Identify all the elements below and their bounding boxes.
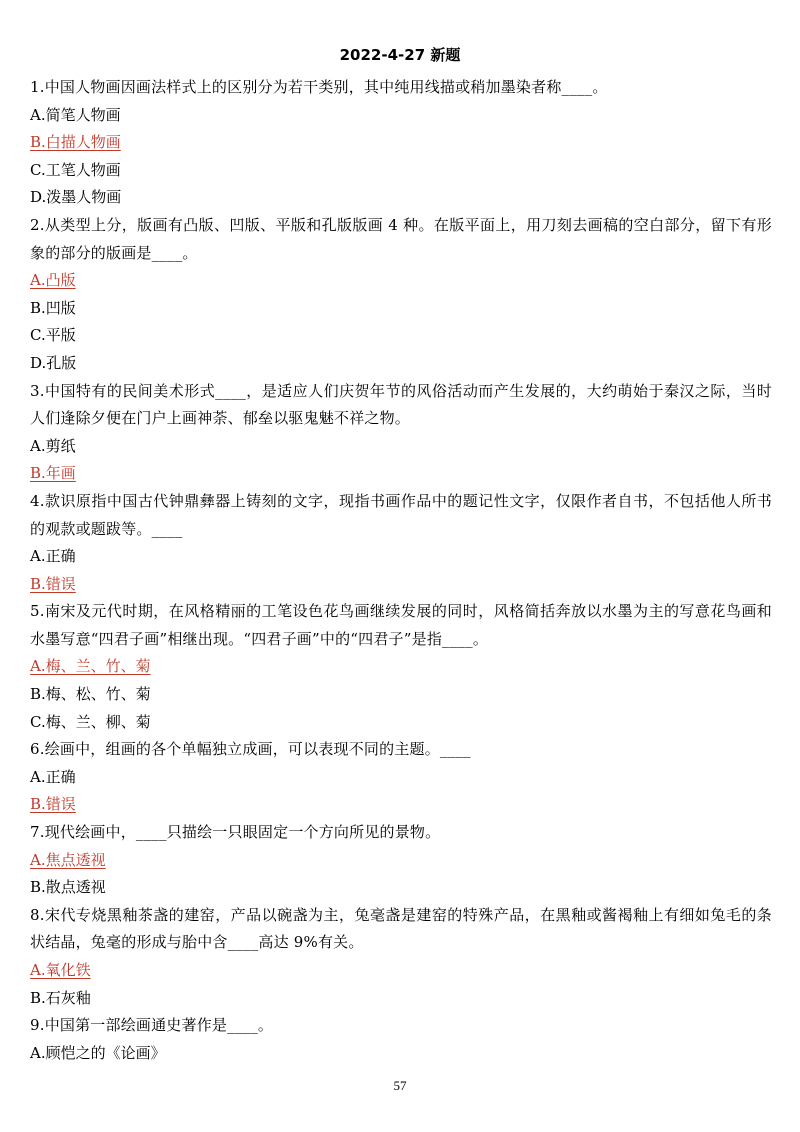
answer-option: D.孔版 xyxy=(30,353,77,372)
page-title: 2022-4-27 新题 xyxy=(339,46,461,64)
answer-option: B.凹版 xyxy=(30,298,76,317)
question-text: 2.从类型上分，版画有凸版、凹版、平版和孔版版画 4 种。在版平面上，用刀刻去画稿的空白部分，留下有形象的部分的版画是____。 xyxy=(30,215,772,262)
page-number: 57 xyxy=(393,1078,407,1093)
answer-option-correct: B.年画 xyxy=(30,464,76,483)
answer-option: C.工笔人物画 xyxy=(30,160,121,179)
question-text: 7.现代绘画中，____只描绘一只眼固定一个方向所见的景物。 xyxy=(30,823,441,842)
answer-option: C.梅、兰、柳、菊 xyxy=(30,712,151,731)
answer-option-correct: B.白描人物画 xyxy=(30,133,121,152)
answer-option: D.泼墨人物画 xyxy=(30,188,122,207)
answer-option: B.梅、松、竹、菊 xyxy=(30,685,151,704)
answer-option-correct: B.错误 xyxy=(30,795,76,814)
answer-option: A.剪纸 xyxy=(30,436,76,455)
answer-option-correct: A.焦点透视 xyxy=(30,850,106,869)
answer-option: B.石灰釉 xyxy=(30,988,91,1007)
question-text: 6.绘画中，组画的各个单幅独立成画，可以表现不同的主题。____ xyxy=(30,740,471,759)
question-list xyxy=(30,74,772,1067)
answer-option: A.简笔人物画 xyxy=(30,105,121,124)
answer-option: A.正确 xyxy=(30,547,76,566)
answer-option: C.平版 xyxy=(30,326,76,345)
question-text: 5.南宋及元代时期，在风格精丽的工笔设色花鸟画继续发展的同时，风格简括奔放以水墨为主的写意花鸟画和水墨写意“四君子画”相继出现。“四君子画”中的“四君子”是指____。 xyxy=(30,602,772,648)
question-text: 1.中国人物画因画法样式上的区别分为若干类别，其中纯用线描或稍加墨染者称____。 xyxy=(30,78,608,96)
answer-option: A.顾恺之的《论画》 xyxy=(30,1043,166,1062)
answer-option: A.正确 xyxy=(30,767,76,786)
answer-option-correct: A.氧化铁 xyxy=(30,961,91,979)
question-text: 4.款识原指中国古代钟鼎彝器上铸刻的文字，现指书画作品中的题记性文字，仅限作者自书，不包括他人所书的观款或题跋等。____ xyxy=(30,491,772,538)
answer-option-correct: A.凸版 xyxy=(30,271,76,290)
answer-option-correct: A.梅、兰、竹、菊 xyxy=(30,657,151,676)
question-text: 3.中国特有的民间美术形式____，是适应人们庆贺年节的风俗活动而产生发展的，大约萌始于秦汉之际，当时人们逢除夕便在门户上画神荼、郁垒以驱鬼魅不祥之物。 xyxy=(30,381,772,428)
question-text: 9.中国第一部绘画通史著作是____。 xyxy=(30,1016,274,1035)
answer-option: B.散点透视 xyxy=(30,878,106,897)
answer-option-correct: B.错误 xyxy=(30,574,76,593)
question-text: 8.宋代专烧黑釉茶盏的建窑，产品以碗盏为主，兔毫盏是建窑的特殊产品，在黑釉或酱褐釉上有细如兔毛的条状结晶，兔毫的形成与胎中含____高达 9%有关。 xyxy=(30,905,772,952)
